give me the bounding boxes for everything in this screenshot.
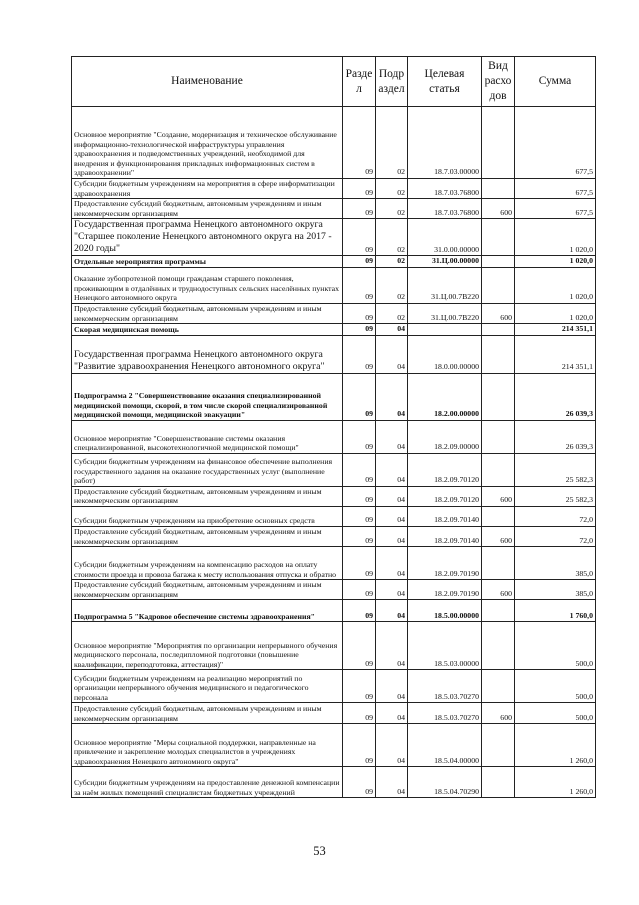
cell-name: Субсидии бюджетным учреждениям на финансовое обеспечение выполнения государственного задания на оказание государственных услуг (выполнение работ) bbox=[72, 453, 343, 486]
cell-sum: 1 020,0 bbox=[515, 219, 596, 256]
cell-sum: 214 351,1 bbox=[515, 324, 596, 336]
cell-section: 09 bbox=[343, 324, 376, 336]
cell-expense-type bbox=[482, 324, 515, 336]
cell-target: 18.2.09.00000 bbox=[408, 420, 482, 453]
cell-section: 09 bbox=[343, 506, 376, 526]
cell-section: 09 bbox=[343, 622, 376, 670]
cell-subsection: 04 bbox=[376, 506, 408, 526]
cell-name: Предоставление субсидий бюджетным, автономным учреждениям и иным некоммерческим организациям bbox=[72, 486, 343, 506]
cell-target: 18.7.03.76800 bbox=[408, 179, 482, 199]
cell-target: 18.5.03.70270 bbox=[408, 703, 482, 724]
cell-sum: 1 760,0 bbox=[515, 600, 596, 622]
cell-expense-type: 600 bbox=[482, 580, 515, 600]
cell-subsection: 04 bbox=[376, 324, 408, 336]
cell-target: 18.2.09.70120 bbox=[408, 486, 482, 506]
column-header-section: Разде л bbox=[343, 57, 376, 107]
column-header-name: Наименование bbox=[72, 57, 343, 107]
cell-target: 31.0.00.00000 bbox=[408, 219, 482, 256]
table-row bbox=[72, 179, 596, 199]
cell-sum: 72,0 bbox=[515, 526, 596, 546]
cell-target: 18.2.00.00000 bbox=[408, 373, 482, 420]
cell-section: 09 bbox=[343, 453, 376, 486]
table-row bbox=[72, 724, 596, 767]
cell-sum: 1 260,0 bbox=[515, 767, 596, 798]
cell-expense-type bbox=[482, 506, 515, 526]
cell-subsection: 04 bbox=[376, 547, 408, 580]
cell-target: 18.5.03.00000 bbox=[408, 622, 482, 670]
cell-target: 31.Ц.00.7В220 bbox=[408, 267, 482, 303]
cell-subsection: 02 bbox=[376, 219, 408, 256]
cell-name: Подпрограмма 2 "Совершенствование оказания специализированной медицинской помощи, скорой, в том числе скорой специализированной медицинской помощи, медицинской эвакуации" bbox=[72, 373, 343, 420]
cell-expense-type bbox=[482, 453, 515, 486]
cell-section: 09 bbox=[343, 703, 376, 724]
table-row bbox=[72, 547, 596, 580]
cell-name: Предоставление субсидий бюджетным, автономным учреждениям и иным некоммерческим организациям bbox=[72, 526, 343, 546]
cell-expense-type bbox=[482, 600, 515, 622]
cell-expense-type bbox=[482, 107, 515, 179]
cell-sum: 214 351,1 bbox=[515, 335, 596, 373]
cell-sum: 1 020,0 bbox=[515, 256, 596, 268]
cell-name: Предоставление субсидий бюджетным, автономным учреждениям и иным некоммерческим организациям bbox=[72, 199, 343, 219]
cell-subsection: 04 bbox=[376, 724, 408, 767]
cell-expense-type bbox=[482, 335, 515, 373]
cell-sum: 72,0 bbox=[515, 506, 596, 526]
cell-sum: 677,5 bbox=[515, 199, 596, 219]
cell-subsection: 04 bbox=[376, 703, 408, 724]
cell-expense-type bbox=[482, 179, 515, 199]
cell-section: 09 bbox=[343, 219, 376, 256]
cell-sum: 385,0 bbox=[515, 547, 596, 580]
table-row bbox=[72, 622, 596, 670]
table-row bbox=[72, 199, 596, 219]
column-header-target: Целевая статья bbox=[408, 57, 482, 107]
cell-subsection: 04 bbox=[376, 453, 408, 486]
cell-section: 09 bbox=[343, 670, 376, 703]
cell-name: Субсидии бюджетным учреждениям на приобретение основных средств bbox=[72, 506, 343, 526]
table-row bbox=[72, 580, 596, 600]
cell-expense-type bbox=[482, 420, 515, 453]
cell-name: Основное мероприятие "Совершенствование системы оказания специализированной, высокотехнологичной медицинской помощи" bbox=[72, 420, 343, 453]
cell-section: 09 bbox=[343, 526, 376, 546]
cell-sum: 677,5 bbox=[515, 179, 596, 199]
cell-subsection: 02 bbox=[376, 303, 408, 323]
cell-section: 09 bbox=[343, 724, 376, 767]
page-number: 53 bbox=[313, 844, 326, 858]
table-row bbox=[72, 324, 596, 336]
table-row bbox=[72, 670, 596, 703]
cell-expense-type bbox=[482, 219, 515, 256]
cell-section: 09 bbox=[343, 373, 376, 420]
table-row bbox=[72, 303, 596, 323]
cell-section: 09 bbox=[343, 420, 376, 453]
cell-section: 09 bbox=[343, 335, 376, 373]
table-row bbox=[72, 506, 596, 526]
cell-sum: 500,0 bbox=[515, 622, 596, 670]
cell-name: Скорая медицинская помощь bbox=[72, 324, 343, 336]
cell-subsection: 04 bbox=[376, 420, 408, 453]
cell-sum: 1 020,0 bbox=[515, 267, 596, 303]
table-row bbox=[72, 267, 596, 303]
table-row bbox=[72, 373, 596, 420]
cell-target: 18.5.04.70290 bbox=[408, 767, 482, 798]
cell-target bbox=[408, 324, 482, 336]
cell-target: 18.0.00.00000 bbox=[408, 335, 482, 373]
cell-target: 18.5.00.00000 bbox=[408, 600, 482, 622]
cell-subsection: 04 bbox=[376, 670, 408, 703]
table-row bbox=[72, 526, 596, 546]
cell-subsection: 02 bbox=[376, 107, 408, 179]
cell-target: 18.2.09.70190 bbox=[408, 580, 482, 600]
cell-section: 09 bbox=[343, 267, 376, 303]
cell-section: 09 bbox=[343, 303, 376, 323]
cell-sum: 1 020,0 bbox=[515, 303, 596, 323]
cell-sum: 677,5 bbox=[515, 107, 596, 179]
cell-name: Предоставление субсидий бюджетным, автономным учреждениям и иным некоммерческим организациям bbox=[72, 303, 343, 323]
cell-name: Государственная программа Ненецкого автономного округа "Развитие здравоохранения Ненецкого автономного округа" bbox=[72, 335, 343, 373]
cell-target: 18.2.09.70190 bbox=[408, 547, 482, 580]
cell-name: Субсидии бюджетным учреждениям на реализацию мероприятий по организации непрерывного обучения медицинского и педагогического персонала bbox=[72, 670, 343, 703]
cell-name: Основное мероприятие "Мероприятия по организации непрерывного обучения медицинского персонала, последипломной подготовки (повышение квалификации, переподготовка, аттестация)" bbox=[72, 622, 343, 670]
cell-expense-type bbox=[482, 622, 515, 670]
cell-expense-type: 600 bbox=[482, 703, 515, 724]
cell-target: 18.2.09.70120 bbox=[408, 453, 482, 486]
table-row bbox=[72, 486, 596, 506]
table-row bbox=[72, 420, 596, 453]
cell-subsection: 04 bbox=[376, 600, 408, 622]
cell-name: Субсидии бюджетным учреждениям на мероприятия в сфере информатизации здравоохранения bbox=[72, 179, 343, 199]
column-header-subsection: Подр аздел bbox=[376, 57, 408, 107]
table-row bbox=[72, 335, 596, 373]
cell-section: 09 bbox=[343, 179, 376, 199]
cell-name: Субсидии бюджетным учреждениям на компенсацию расходов на оплату стоимости проезда и провоза багажа к месту использования отпуска и обратно bbox=[72, 547, 343, 580]
table-row bbox=[72, 453, 596, 486]
cell-expense-type bbox=[482, 373, 515, 420]
cell-name: Субсидии бюджетным учреждениям на предоставление денежной компенсации за наём жилых помещений специалистам бюджетных учреждений bbox=[72, 767, 343, 798]
cell-target: 18.5.04.00000 bbox=[408, 724, 482, 767]
cell-subsection: 04 bbox=[376, 526, 408, 546]
cell-expense-type: 600 bbox=[482, 486, 515, 506]
table-header-row bbox=[72, 57, 596, 107]
cell-sum: 1 260,0 bbox=[515, 724, 596, 767]
cell-expense-type bbox=[482, 267, 515, 303]
cell-name: Оказание зубопротезной помощи гражданам старшего поколения, проживающим в отдалённых и труднодоступных сельских населённых пунктах Ненецкого автономного округа bbox=[72, 267, 343, 303]
cell-subsection: 04 bbox=[376, 767, 408, 798]
cell-target: 18.5.03.70270 bbox=[408, 670, 482, 703]
cell-section: 09 bbox=[343, 547, 376, 580]
cell-section: 09 bbox=[343, 107, 376, 179]
table-row bbox=[72, 767, 596, 798]
cell-expense-type bbox=[482, 670, 515, 703]
cell-subsection: 02 bbox=[376, 267, 408, 303]
cell-name: Предоставление субсидий бюджетным, автономным учреждениям и иным некоммерческим организациям bbox=[72, 703, 343, 724]
cell-name: Предоставление субсидий бюджетным, автономным учреждениям и иным некоммерческим организациям bbox=[72, 580, 343, 600]
cell-section: 09 bbox=[343, 199, 376, 219]
cell-sum: 385,0 bbox=[515, 580, 596, 600]
cell-subsection: 04 bbox=[376, 622, 408, 670]
cell-subsection: 04 bbox=[376, 486, 408, 506]
cell-sum: 500,0 bbox=[515, 703, 596, 724]
table-row bbox=[72, 107, 596, 179]
cell-target: 18.7.03.00000 bbox=[408, 107, 482, 179]
cell-name: Основное мероприятие "Создание, модернизация и техническое обслуживание информационно-технологической инфраструктуры управления здравоохранения и подведомственных учреждений, необходимой для внедрения и функционирования прикладных информационных систем в здравоохранении" bbox=[72, 107, 343, 179]
cell-expense-type bbox=[482, 767, 515, 798]
cell-sum: 26 039,3 bbox=[515, 373, 596, 420]
column-header-sum: Сумма bbox=[515, 57, 596, 107]
cell-expense-type bbox=[482, 547, 515, 580]
cell-subsection: 04 bbox=[376, 335, 408, 373]
cell-target: 18.7.03.76800 bbox=[408, 199, 482, 219]
column-header-expense-type: Вид расхо дов bbox=[482, 57, 515, 107]
cell-section: 09 bbox=[343, 580, 376, 600]
cell-name: Основное мероприятие "Меры социальной поддержки, направленные на привлечение и закрепление молодых специалистов в учреждениях здравоохранения Ненецкого автономного округа" bbox=[72, 724, 343, 767]
cell-expense-type: 600 bbox=[482, 199, 515, 219]
cell-section: 09 bbox=[343, 767, 376, 798]
cell-target: 18.2.09.70140 bbox=[408, 526, 482, 546]
cell-section: 09 bbox=[343, 486, 376, 506]
cell-section: 09 bbox=[343, 256, 376, 268]
budget-table bbox=[71, 56, 596, 798]
cell-sum: 25 582,3 bbox=[515, 453, 596, 486]
cell-subsection: 04 bbox=[376, 580, 408, 600]
cell-expense-type bbox=[482, 724, 515, 767]
cell-expense-type: 600 bbox=[482, 303, 515, 323]
cell-section: 09 bbox=[343, 600, 376, 622]
cell-target: 31.Ц.00.00000 bbox=[408, 256, 482, 268]
cell-subsection: 02 bbox=[376, 256, 408, 268]
table-body bbox=[72, 107, 596, 798]
cell-sum: 500,0 bbox=[515, 670, 596, 703]
cell-target: 18.2.09.70140 bbox=[408, 506, 482, 526]
cell-name: Подпрограмма 5 "Кадровое обеспечение системы здравоохранения" bbox=[72, 600, 343, 622]
cell-name: Отдельные мероприятия программы bbox=[72, 256, 343, 268]
table-row bbox=[72, 703, 596, 724]
cell-target: 31.Ц.00.7В220 bbox=[408, 303, 482, 323]
table-row bbox=[72, 219, 596, 256]
cell-subsection: 04 bbox=[376, 373, 408, 420]
table-row bbox=[72, 256, 596, 268]
cell-subsection: 02 bbox=[376, 199, 408, 219]
cell-sum: 25 582,3 bbox=[515, 486, 596, 506]
table-row bbox=[72, 600, 596, 622]
cell-name: Государственная программа Ненецкого автономного округа "Старшее поколение Ненецкого автономного округа на 2017 - 2020 годы" bbox=[72, 219, 343, 256]
cell-sum: 26 039,3 bbox=[515, 420, 596, 453]
cell-subsection: 02 bbox=[376, 179, 408, 199]
cell-expense-type bbox=[482, 256, 515, 268]
cell-expense-type: 600 bbox=[482, 526, 515, 546]
